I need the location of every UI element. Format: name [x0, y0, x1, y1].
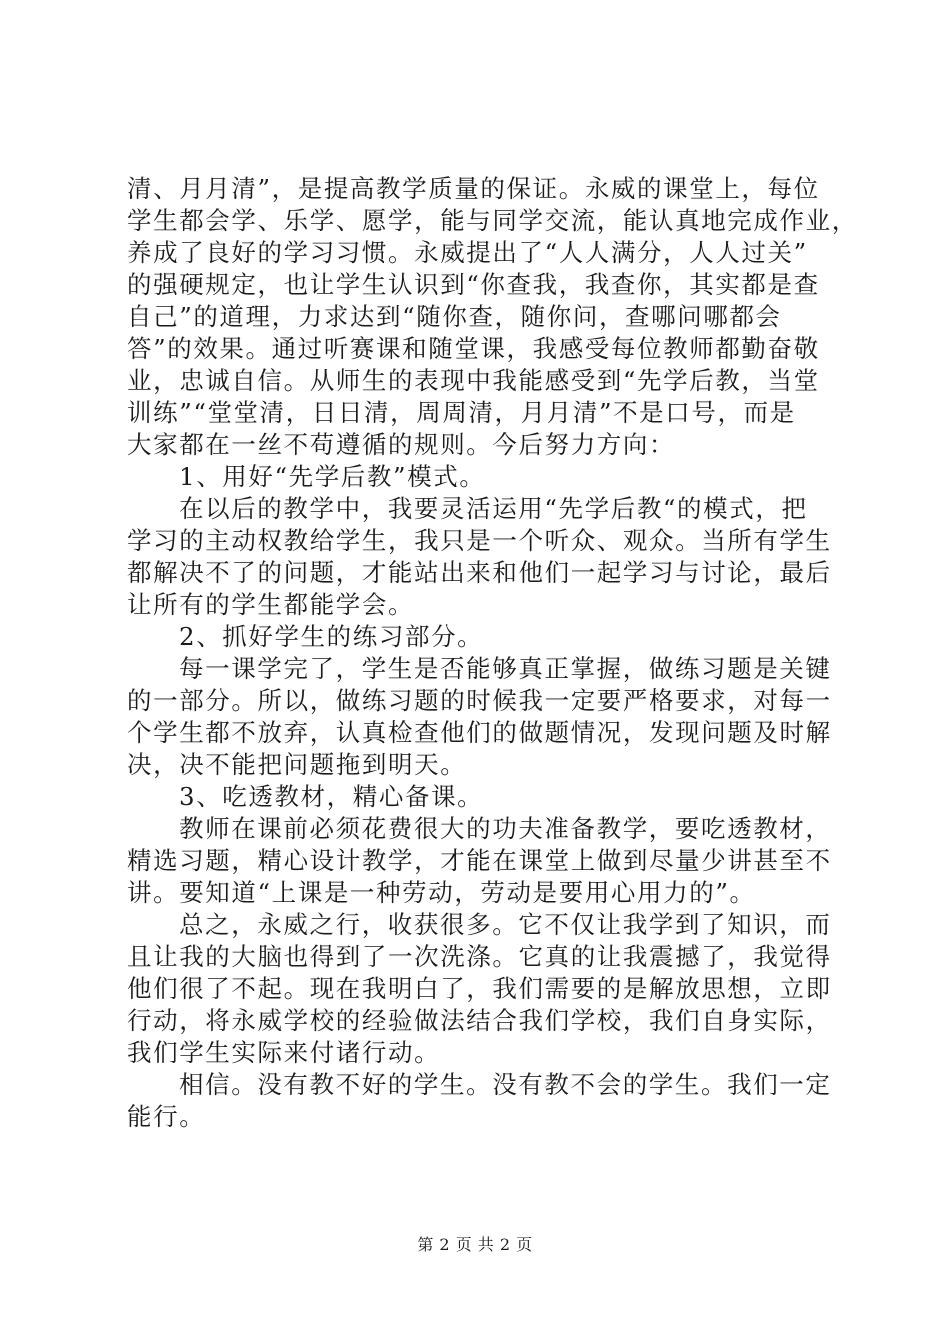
page-number-footer: 第 2 页 共 2 页	[417, 1235, 533, 1254]
text-line: 业，忠诚自信。从师生的表现中我能感受到“先学后教，当堂	[127, 366, 820, 395]
section-heading: 2、抓好学生的练习部分。	[179, 622, 484, 651]
text-line: 训练”“堂堂清，日日清，周周清，月月清”不是口号，而是	[127, 398, 796, 427]
text-line: 都解决不了的问题，才能站出来和他们一起学习与讨论，最后	[127, 558, 832, 587]
text-line: 学生都会学、乐学、愿学，能与同学交流，能认真地完成作业，	[127, 206, 858, 235]
text-line: 每一课学完了，学生是否能够真正掌握，做练习题是关键	[179, 654, 832, 683]
text-line: 决，决不能把问题拖到明天。	[127, 750, 467, 779]
text-line: 相信。没有教不好的学生。没有教不会的学生。我们一定	[179, 1070, 832, 1099]
text-line: 精选习题，精心设计教学，才能在课堂上做到尽量少讲甚至不	[127, 846, 832, 875]
text-line: 答”的效果。通过听赛课和随堂课，我感受每位教师都勤奋敬	[127, 334, 820, 363]
text-line: 且让我的大脑也得到了一次洗涤。它真的让我震撼了，我觉得	[127, 942, 832, 971]
text-line: 在以后的教学中，我要灵活运用“先学后教“的模式，把	[179, 494, 808, 523]
text-line: 大家都在一丝不苟遵循的规则。今后努力方向：	[127, 430, 676, 459]
text-line: 清、月月清”，是提高教学质量的保证。永威的课堂上，每位	[127, 174, 820, 203]
text-line: 的一部分。所以，做练习题的时候我一定要严格要求，对每一	[127, 686, 832, 715]
text-line: 总之，永威之行，收获很多。它不仅让我学到了知识，而	[179, 910, 832, 939]
text-line: 他们很了不起。现在我明白了，我们需要的是解放思想，立即	[127, 974, 832, 1003]
text-line: 养成了良好的学习习惯。永威提出了“人人满分，人人过关”	[127, 238, 808, 267]
text-line: 行动，将永威学校的经验做法结合我们学校，我们自身实际，	[127, 1006, 832, 1035]
text-line: 学习的主动权教给学生，我只是一个听众、观众。当所有学生	[127, 526, 832, 555]
text-line: 能行。	[127, 1102, 206, 1131]
section-heading: 3、吃透教材，精心备课。	[179, 782, 484, 811]
text-line: 自己”的道理，力求达到“随你查，随你问，查哪问哪都会	[127, 302, 782, 331]
body-text	[127, 173, 858, 1133]
text-line: 的强硬规定，也让学生认识到“你查我，我查你，其实都是查	[127, 270, 820, 299]
section-heading: 1、用好“先学后教”模式。	[179, 462, 486, 491]
text-line: 个学生都不放弃，认真检查他们的做题情况，发现问题及时解	[127, 718, 832, 747]
text-line: 我们学生实际来付诸行动。	[127, 1038, 441, 1067]
text-line: 教师在课前必须花费很大的功夫准备教学，要吃透教材，	[179, 814, 832, 843]
text-line: 讲。要知道“上课是一种劳动，劳动是要用心用力的”。	[127, 878, 756, 907]
text-line: 让所有的学生都能学会。	[127, 590, 415, 619]
